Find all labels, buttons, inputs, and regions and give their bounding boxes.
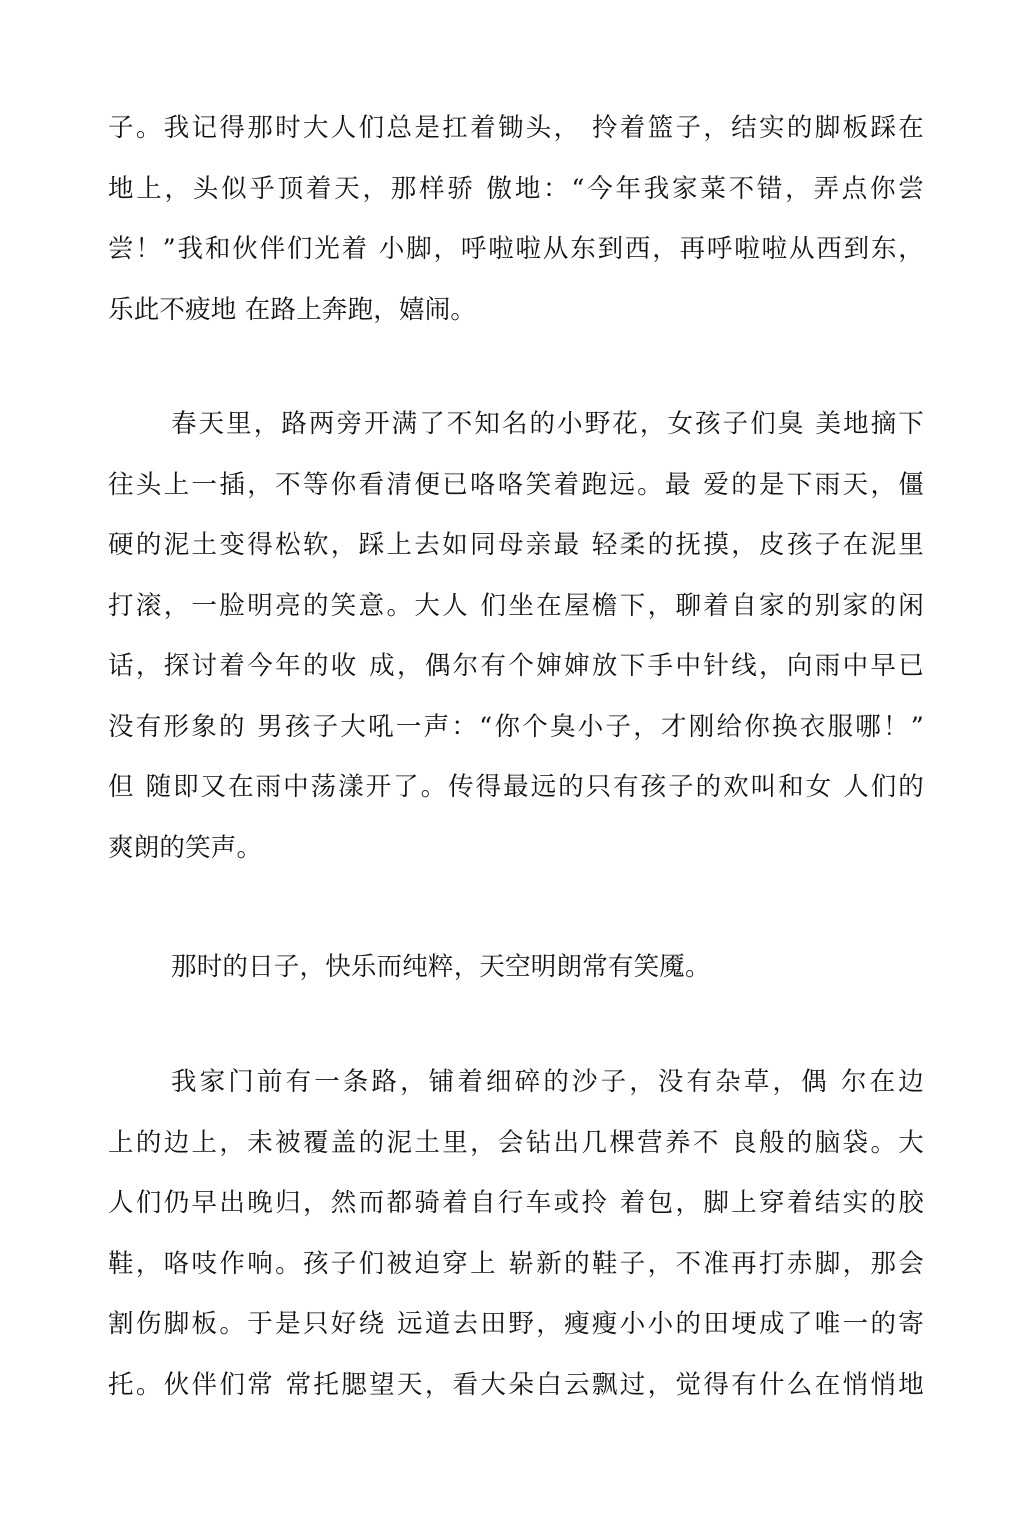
text-line: 但 随即又在雨中荡漾开了。传得最远的只有孩子的欢叫和女 人们的 bbox=[108, 772, 924, 802]
text-line: 那时的日子，快乐而纯粹，天空明朗常有笑魇。 bbox=[171, 952, 711, 982]
text-line: 乐此不疲地 在路上奔跑，嬉闹。 bbox=[108, 294, 477, 325]
text-line: 尝！”我和伙伴们光着 小脚，呼啦啦从东到西，再呼啦啦从西到东， bbox=[108, 234, 924, 264]
text-line: 人们仍早出晚归，然而都骑着自行车或拎 着包，脚上穿着结实的胶 bbox=[108, 1188, 924, 1218]
text-line: 鞋，咯吱作响。孩子们被迫穿上 崭新的鞋子，不准再打赤脚，那会 bbox=[108, 1248, 924, 1279]
text-line: 没有形象的 男孩子大吼一声：“你个臭小子，才刚给你换衣服哪！” bbox=[108, 711, 924, 742]
text-line: 往头上一插，不等你看清便已咯咯笑着跑远。最 爱的是下雨天，僵 bbox=[108, 469, 924, 500]
text-line: 春天里，路两旁开满了不知名的小野花，女孩子们臭 美地摘下 bbox=[171, 409, 924, 439]
paragraph-4 bbox=[108, 1052, 924, 1415]
text-line: 割伤脚板。于是只好绕 远道去田野，瘦瘦小小的田埂成了唯一的寄 bbox=[108, 1309, 924, 1339]
text-line: 打滚，一脸明亮的笑意。大人 们坐在屋檐下，聊着自家的别家的闲 bbox=[108, 590, 924, 621]
paragraph-1 bbox=[108, 98, 924, 340]
paragraph-2 bbox=[108, 394, 924, 878]
text-line: 我家门前有一条路，铺着细碎的沙子，没有杂草，偶 尔在边 bbox=[171, 1067, 924, 1097]
paragraph-3 bbox=[108, 937, 924, 998]
text-line: 话，探讨着今年的收 成，偶尔有个婶婶放下手中针线，向雨中早已 bbox=[108, 651, 924, 681]
text-line: 托。伙伴们常 常托腮望天，看大朵白云飘过，觉得有什么在悄悄地 bbox=[108, 1369, 924, 1400]
text-line: 子。我记得那时大人们总是扛着锄头， 拎着篮子，结实的脚板踩在 bbox=[108, 113, 924, 143]
text-line: 上的边上，未被覆盖的泥土里，会钻出几棵营养不 良般的脑袋。大 bbox=[108, 1127, 924, 1158]
text-line: 硬的泥土变得松软，踩上去如同母亲最 轻柔的抚摸，皮孩子在泥里 bbox=[108, 530, 924, 560]
text-line: 地上，头似乎顶着天，那样骄 傲地：“今年我家菜不错，弄点你尝 bbox=[108, 173, 924, 204]
text-line: 爽朗的笑声。 bbox=[108, 832, 263, 863]
